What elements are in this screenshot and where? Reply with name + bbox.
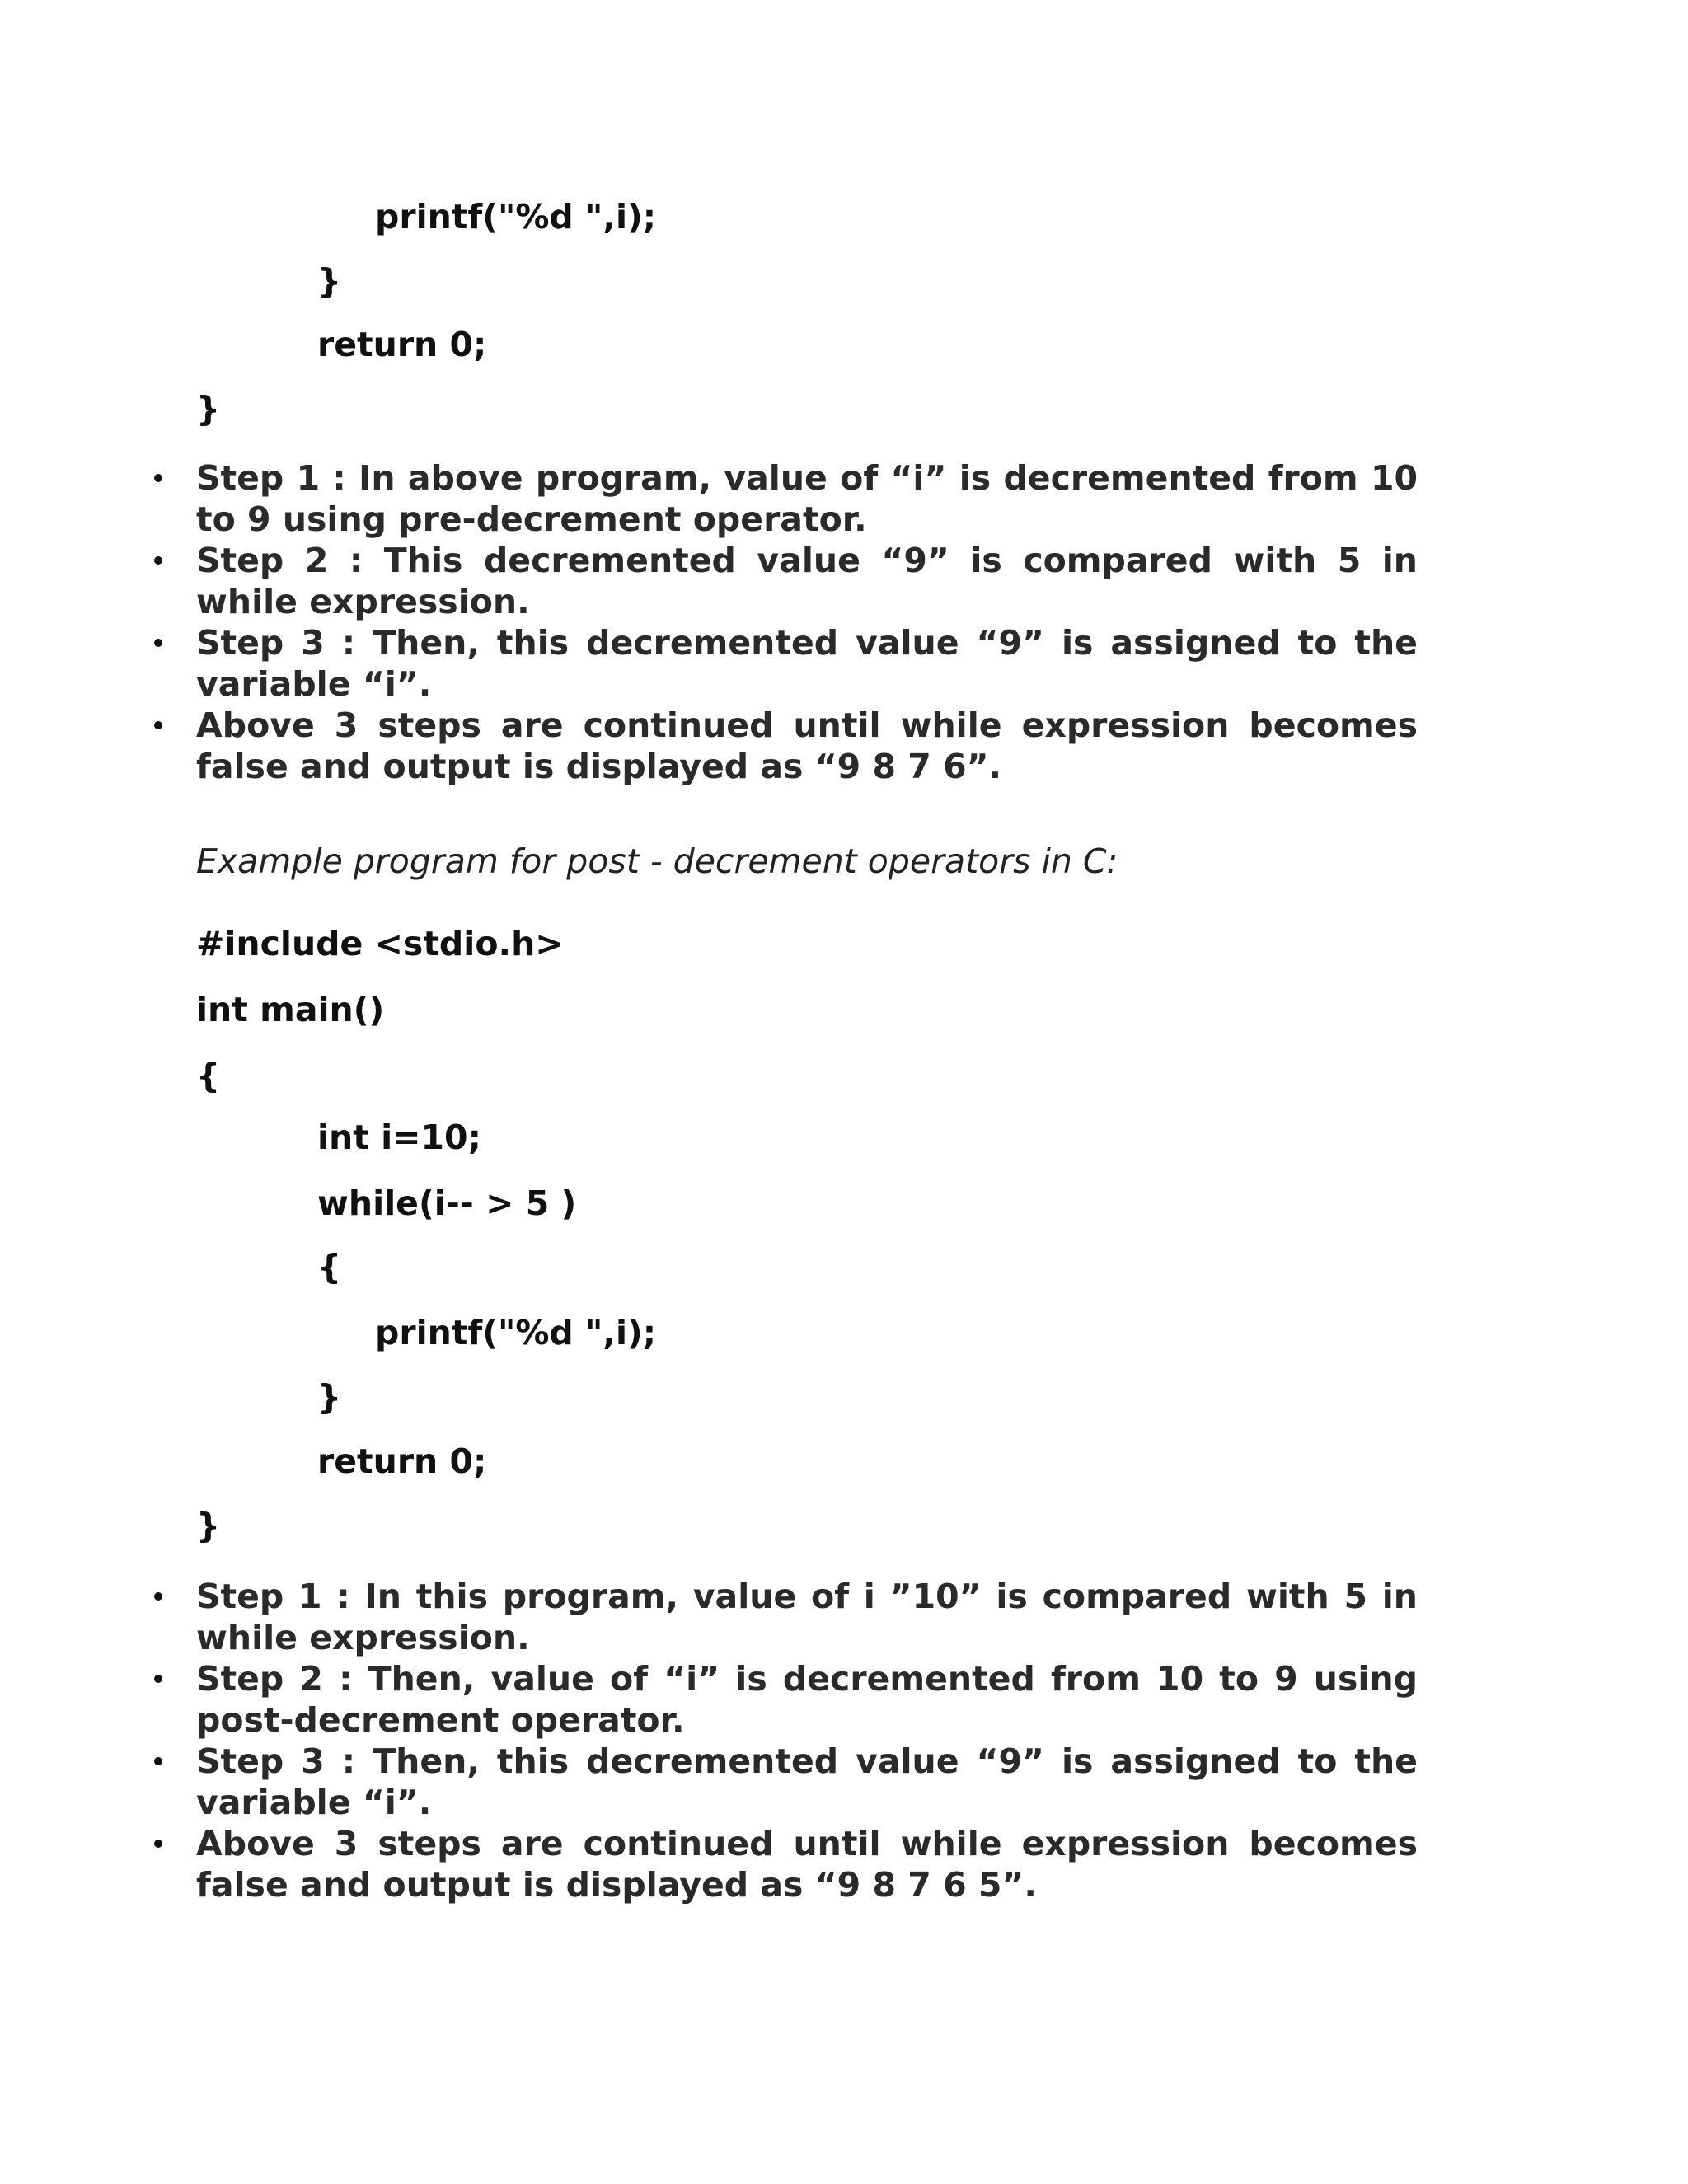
bullet-icon: [154, 1675, 162, 1683]
bullet-icon: [154, 1840, 162, 1848]
bullet-icon: [154, 474, 162, 482]
step-text: Above 3 steps are continued until while expression becomes false and output is displayed as “9 8 7 6”.: [196, 705, 1418, 786]
bullet-icon: [154, 1592, 162, 1601]
code-line: {: [317, 1247, 342, 1286]
list-item: [140, 1658, 1418, 1741]
code-line: }: [317, 1377, 342, 1417]
step-text: Step 2 : This decremented value “9” is compared with 5 in while expression.: [196, 541, 1418, 621]
code-line: {: [196, 1056, 221, 1095]
list-item: [140, 1576, 1418, 1658]
list-item: [140, 1823, 1418, 1905]
step-text: Step 1 : In above program, value of “i” is decremented from 10 to 9 using pre-decrement operator.: [196, 458, 1418, 539]
code-line: printf("%d ",i);: [375, 197, 657, 237]
list-item: [140, 705, 1418, 787]
code-line: int i=10;: [317, 1118, 481, 1157]
code-line: }: [196, 389, 221, 429]
code-line: }: [196, 1506, 221, 1545]
bullet-icon: [154, 556, 162, 565]
bullet-icon: [154, 639, 162, 647]
code-line: return 0;: [317, 325, 487, 364]
code-line: return 0;: [317, 1441, 487, 1481]
step-text: Step 3 : Then, this decremented value “9” is assigned to the variable “i”.: [196, 623, 1418, 704]
code-line: int main(): [196, 990, 385, 1029]
list-item: [140, 457, 1418, 540]
step-text: Step 2 : Then, value of “i” is decremented from 10 to 9 using post-decrement operator.: [196, 1659, 1418, 1740]
list-item: [140, 540, 1418, 622]
code-line: while(i-- > 5 ): [317, 1183, 577, 1223]
bullet-icon: [154, 1757, 162, 1765]
bullet-icon: [154, 721, 162, 729]
pre-decrement-steps-list: [140, 457, 1418, 787]
code-line: #include <stdio.h>: [196, 924, 564, 963]
step-text: Above 3 steps are continued until while expression becomes false and output is displayed as “9 8 7 6 5”.: [196, 1824, 1418, 1905]
step-text: Step 1 : In this program, value of i ”10” is compared with 5 in while expression.: [196, 1577, 1418, 1657]
step-text: Step 3 : Then, this decremented value “9” is assigned to the variable “i”.: [196, 1741, 1418, 1822]
code-line: }: [317, 261, 342, 301]
list-item: [140, 622, 1418, 705]
code-line: printf("%d ",i);: [375, 1313, 657, 1352]
example-heading: Example program for post - decrement operators in C:: [196, 841, 1118, 881]
list-item: [140, 1741, 1418, 1823]
post-decrement-steps-list: [140, 1576, 1418, 1905]
